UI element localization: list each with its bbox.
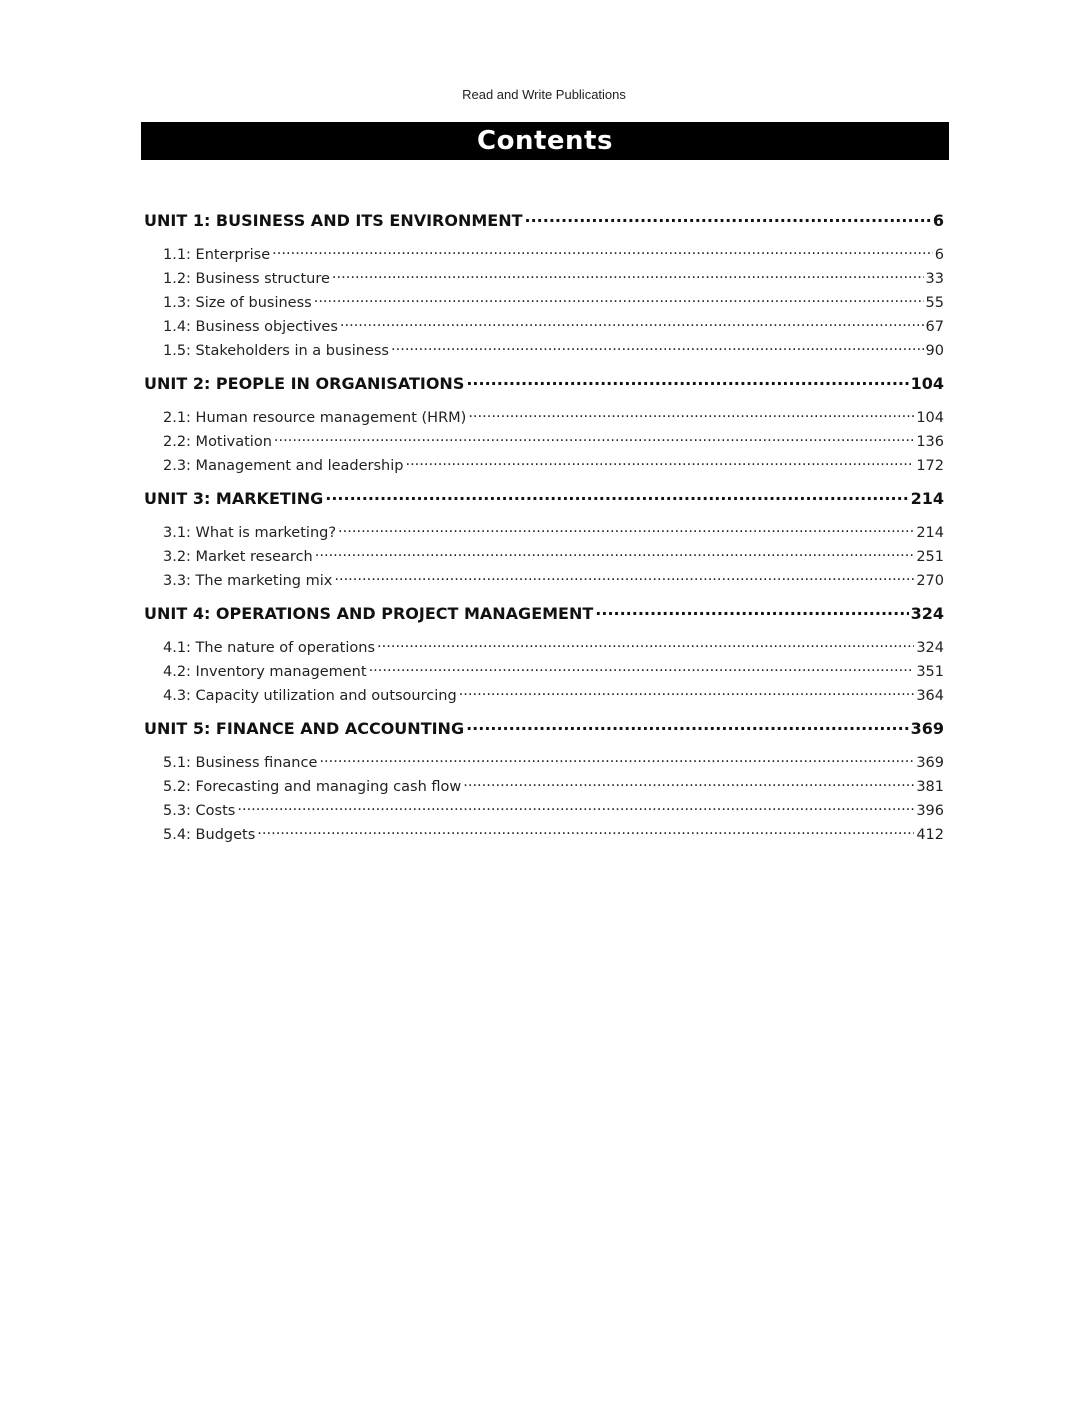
dot-leader	[314, 293, 924, 308]
dot-leader	[340, 317, 924, 332]
toc-section-page: 351	[916, 664, 944, 680]
toc-section-title: 3.1: What is marketing?	[163, 525, 337, 541]
dot-leader	[391, 341, 924, 356]
toc-section-page: 270	[916, 573, 944, 589]
toc-section-title: 4.1: The nature of operations	[163, 640, 376, 656]
toc-section-page: 136	[916, 434, 944, 450]
toc-section-entry[interactable]	[163, 339, 944, 363]
toc-section-entry[interactable]	[163, 684, 944, 708]
publisher-header: Read and Write Publications	[462, 87, 626, 102]
toc-unit-title: UNIT 4: OPERATIONS AND PROJECT MANAGEMENT	[144, 604, 594, 623]
toc-section-page: 55	[925, 295, 944, 311]
dot-leader	[459, 686, 915, 701]
toc-section-page: 412	[916, 827, 944, 843]
toc-section-page: 104	[916, 410, 944, 426]
toc-unit-page: 369	[910, 719, 944, 738]
toc-unit-entry[interactable]	[144, 370, 944, 397]
toc-section-title: 1.1: Enterprise	[163, 247, 271, 263]
dot-leader	[319, 753, 914, 768]
toc-section-page: 381	[916, 779, 944, 795]
toc-section-title: 2.1: Human resource management (HRM)	[163, 410, 467, 426]
toc-section-entry[interactable]	[163, 406, 944, 430]
toc-section-entry[interactable]	[163, 799, 944, 823]
toc-section-page: 90	[925, 343, 944, 359]
dot-leader	[468, 408, 914, 423]
toc-section-title: 5.1: Business finance	[163, 755, 318, 771]
dot-leader	[595, 603, 908, 619]
toc-section-list	[144, 397, 944, 485]
toc-section-entry[interactable]	[163, 751, 944, 775]
toc-section-title: 1.5: Stakeholders in a business	[163, 343, 389, 359]
toc-section-title: 3.2: Market research	[163, 549, 313, 565]
dot-leader	[369, 662, 915, 677]
toc-unit-page: 214	[910, 489, 944, 508]
toc-unit-page: 6	[932, 211, 944, 230]
dot-leader	[466, 718, 909, 734]
toc-section-page: 214	[916, 525, 944, 541]
toc-section-page: 369	[916, 755, 944, 771]
toc-section-entry[interactable]	[163, 545, 944, 569]
toc-section-entry[interactable]	[163, 243, 944, 267]
toc-section-title: 5.2: Forecasting and managing cash flow	[163, 779, 462, 795]
dot-leader	[274, 432, 914, 447]
toc-section-entry[interactable]	[163, 775, 944, 799]
toc-unit-page: 324	[910, 604, 944, 623]
toc-section-page: 6	[934, 247, 944, 263]
toc-unit-entry[interactable]	[144, 485, 944, 512]
toc-section-list	[144, 234, 944, 370]
toc-section-title: 1.4: Business objectives	[163, 319, 338, 335]
contents-banner	[141, 122, 949, 160]
toc-section-entry[interactable]	[163, 291, 944, 315]
toc-section-title: 4.3: Capacity utilization and outsourcing	[163, 688, 457, 704]
toc-section-title: 4.2: Inventory management	[163, 664, 367, 680]
dot-leader	[405, 456, 914, 471]
toc-section-page: 364	[916, 688, 944, 704]
toc-unit-title: UNIT 2: PEOPLE IN ORGANISATIONS	[144, 374, 465, 393]
toc-section-title: 5.3: Costs	[163, 803, 236, 819]
toc-section-page: 396	[916, 803, 944, 819]
toc-unit-entry[interactable]	[144, 715, 944, 742]
toc-unit-title: UNIT 3: MARKETING	[144, 489, 324, 508]
dot-leader	[257, 825, 914, 840]
toc-unit-title: UNIT 1: BUSINESS AND ITS ENVIRONMENT	[144, 211, 523, 230]
toc-unit-title: UNIT 5: FINANCE AND ACCOUNTING	[144, 719, 465, 738]
table-of-contents	[144, 207, 944, 854]
toc-section-title: 3.3: The marketing mix	[163, 573, 333, 589]
dot-leader	[338, 523, 914, 538]
toc-unit	[144, 370, 944, 485]
dot-leader	[325, 488, 908, 504]
toc-section-list	[144, 627, 944, 715]
dot-leader	[315, 547, 915, 562]
toc-section-page: 33	[925, 271, 944, 287]
toc-section-list	[144, 512, 944, 600]
toc-unit-entry[interactable]	[144, 600, 944, 627]
toc-section-entry[interactable]	[163, 660, 944, 684]
toc-unit	[144, 485, 944, 600]
toc-section-title: 5.4: Budgets	[163, 827, 256, 843]
toc-unit	[144, 600, 944, 715]
toc-section-page: 324	[916, 640, 944, 656]
toc-unit-page: 104	[910, 374, 944, 393]
toc-unit-entry[interactable]	[144, 207, 944, 234]
toc-section-title: 1.2: Business structure	[163, 271, 330, 287]
page-title: Contents	[477, 126, 613, 156]
dot-leader	[332, 269, 924, 284]
toc-section-entry[interactable]	[163, 430, 944, 454]
dot-leader	[466, 373, 908, 389]
toc-section-entry[interactable]	[163, 315, 944, 339]
toc-section-entry[interactable]	[163, 454, 944, 478]
toc-unit	[144, 715, 944, 854]
dot-leader	[525, 210, 931, 226]
toc-section-title: 2.3: Management and leadership	[163, 458, 404, 474]
toc-section-page: 251	[916, 549, 944, 565]
toc-section-entry[interactable]	[163, 823, 944, 847]
toc-section-page: 172	[916, 458, 944, 474]
dot-leader	[237, 801, 914, 816]
toc-section-entry[interactable]	[163, 569, 944, 593]
toc-section-list	[144, 742, 944, 854]
toc-section-entry[interactable]	[163, 267, 944, 291]
dot-leader	[377, 638, 914, 653]
toc-section-title: 1.3: Size of business	[163, 295, 312, 311]
toc-section-page: 67	[925, 319, 944, 335]
dot-leader	[272, 245, 933, 260]
toc-section-entry[interactable]	[163, 636, 944, 660]
toc-section-title: 2.2: Motivation	[163, 434, 272, 450]
toc-section-entry[interactable]	[163, 521, 944, 545]
dot-leader	[463, 777, 914, 792]
dot-leader	[334, 571, 914, 586]
toc-unit	[144, 207, 944, 370]
